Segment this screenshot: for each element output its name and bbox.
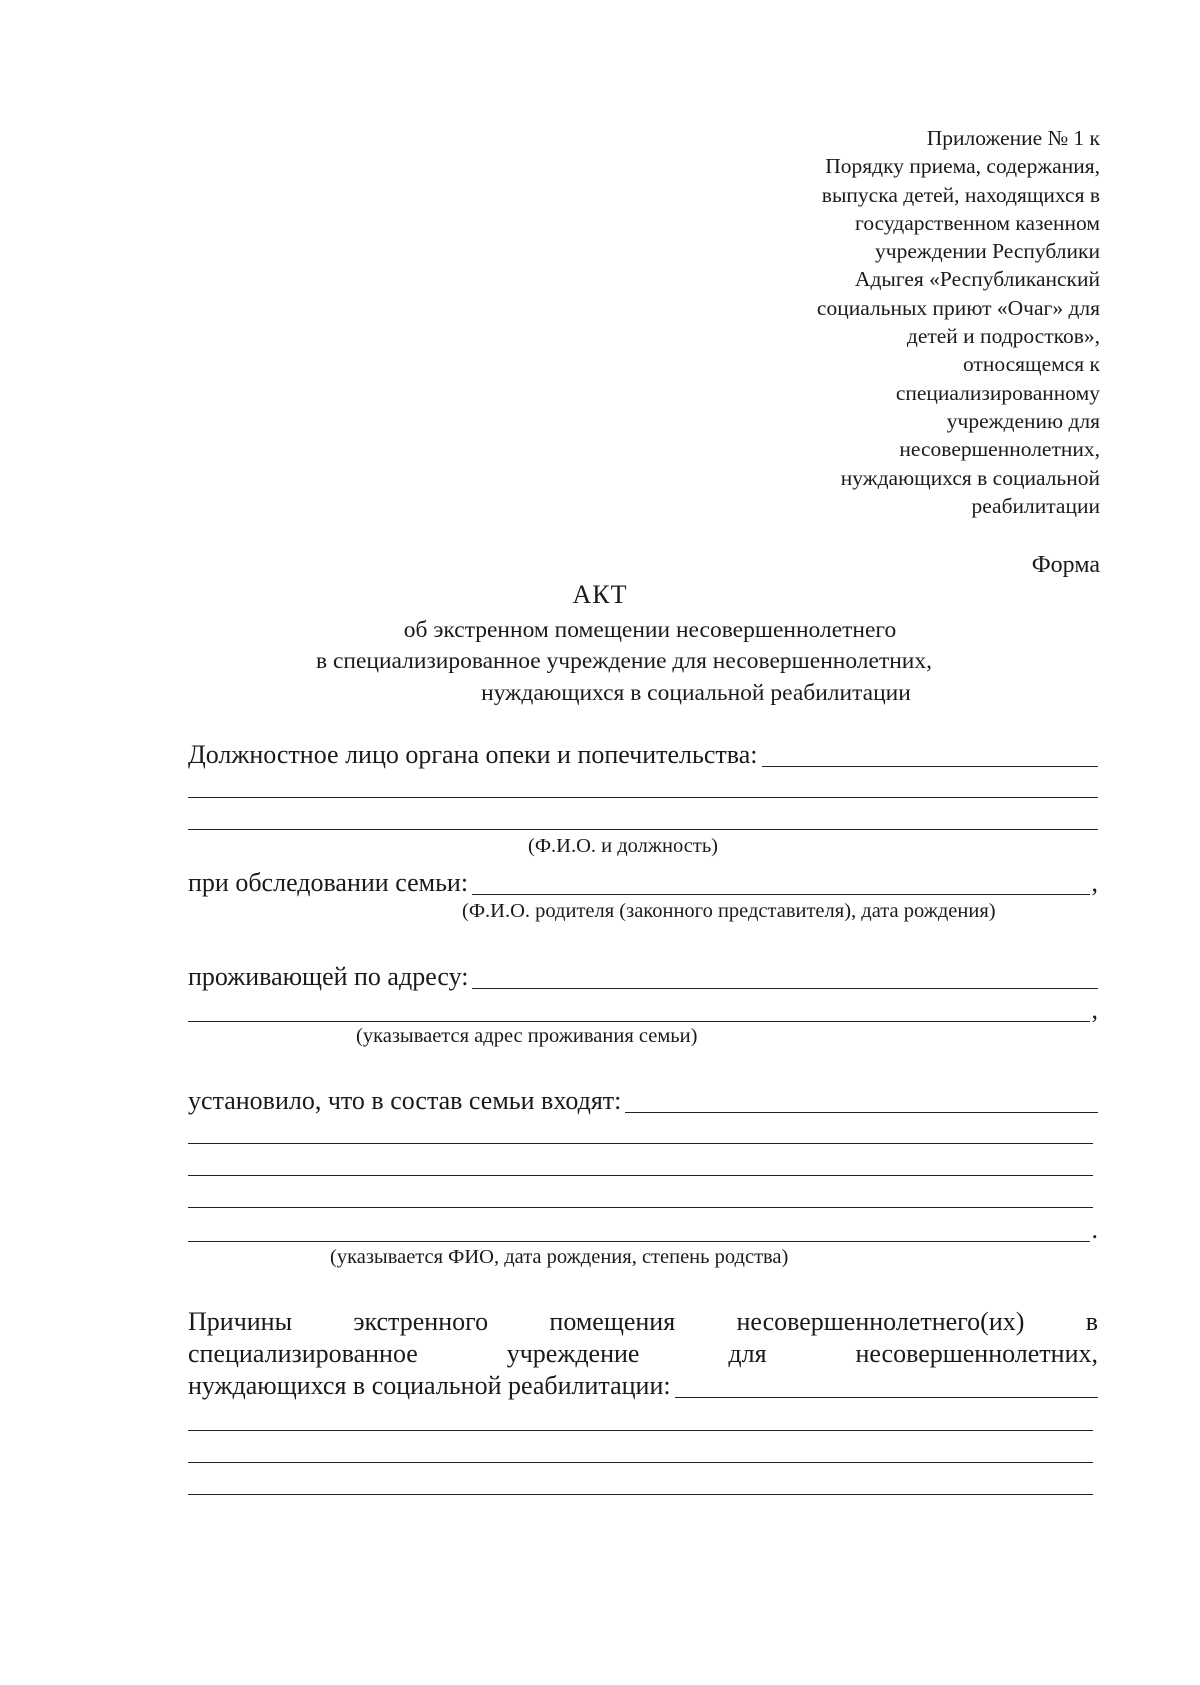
family-comma: , — [1091, 868, 1098, 897]
composition-input-line[interactable] — [625, 1089, 1098, 1113]
composition-row-5 — [188, 1215, 1098, 1245]
reasons-word: в — [1085, 1307, 1098, 1336]
reasons-word: помещения — [549, 1307, 676, 1336]
appendix-line: нуждающихся в социальной — [840, 465, 1100, 490]
official-label: Должностное лицо органа опеки и попечительства: — [188, 740, 758, 769]
appendix-note — [760, 124, 1100, 520]
official-row — [188, 740, 1098, 770]
reasons-input-line[interactable] — [675, 1374, 1098, 1398]
reasons-input-line-3[interactable] — [188, 1462, 1093, 1463]
composition-input-line-2[interactable] — [188, 1143, 1093, 1144]
family-input-line[interactable] — [472, 871, 1089, 895]
appendix-line: социальных приют «Очаг» для — [816, 295, 1100, 320]
composition-input-line-5[interactable] — [188, 1218, 1090, 1242]
appendix-line: специализированному — [895, 380, 1100, 405]
reasons-word: для — [728, 1339, 767, 1368]
appendix-line: реабилитации — [971, 493, 1100, 518]
official-input-line-3[interactable] — [188, 829, 1098, 830]
composition-row — [188, 1086, 1098, 1116]
reasons-word: несовершеннолетнего(их) — [736, 1307, 1025, 1336]
reasons-input-line-2[interactable] — [188, 1430, 1093, 1431]
family-row — [188, 868, 1098, 898]
appendix-line: учреждении Республики — [875, 239, 1100, 264]
reasons-input-line-4[interactable] — [188, 1494, 1093, 1495]
address-input-line[interactable] — [472, 965, 1098, 989]
appendix-line: относящемся к — [962, 352, 1100, 377]
appendix-line: детей и подростков», — [906, 324, 1100, 349]
appendix-line: Приложение № 1 к — [926, 126, 1100, 150]
appendix-line: выпуска детей, находящихся в — [821, 182, 1100, 207]
composition-input-line-4[interactable] — [188, 1207, 1093, 1208]
composition-input-line-3[interactable] — [188, 1175, 1093, 1176]
family-label: при обследовании семьи: — [188, 868, 469, 897]
reasons-line-2 — [188, 1339, 1098, 1369]
address-comma: , — [1091, 995, 1098, 1024]
document-subtitle-line-1: об экстренном помещении несовершеннолетнего — [403, 617, 897, 643]
appendix-line: Порядку приема, содержания, — [825, 154, 1100, 179]
address-row — [188, 962, 1098, 992]
reasons-word: специализированное — [188, 1339, 418, 1368]
reasons-word: Причины — [188, 1307, 293, 1336]
form-label: Форма — [1031, 552, 1100, 578]
appendix-line: государственном казенном — [855, 210, 1100, 235]
document-subtitle-line-3: нуждающихся в социальной реабилитации — [481, 680, 911, 706]
appendix-line: Адыгея «Республиканский — [854, 267, 1100, 292]
official-input-line-2[interactable] — [188, 797, 1098, 798]
address-hint: (указывается адрес проживания семьи) — [356, 1025, 698, 1047]
official-input-line[interactable] — [762, 743, 1099, 767]
reasons-word: учреждение — [506, 1339, 640, 1368]
appendix-line: учреждению для — [946, 408, 1100, 433]
address-label: проживающей по адресу: — [188, 962, 469, 991]
composition-period: . — [1091, 1215, 1098, 1244]
composition-hint: (указывается ФИО, дата рождения, степень родства) — [330, 1246, 789, 1268]
address-input-line-2[interactable] — [188, 998, 1090, 1022]
reasons-label: нуждающихся в социальной реабилитации: — [188, 1371, 671, 1400]
document-subtitle-line-2: в специализированное учреждение для несовершеннолетних, — [315, 648, 932, 674]
reasons-word: несовершеннолетних, — [855, 1339, 1098, 1368]
family-hint: (Ф.И.О. родителя (законного представителя), дата рождения) — [462, 900, 996, 922]
reasons-word: экстренного — [353, 1307, 489, 1336]
composition-label: установило, что в состав семьи входят: — [188, 1086, 622, 1115]
official-hint: (Ф.И.О. и должность) — [528, 835, 718, 857]
document-title: АКТ — [572, 580, 628, 609]
reasons-row-3 — [188, 1371, 1098, 1401]
reasons-line-1 — [188, 1307, 1098, 1337]
appendix-line: несовершеннолетних, — [899, 437, 1100, 462]
address-row-2 — [188, 995, 1098, 1025]
